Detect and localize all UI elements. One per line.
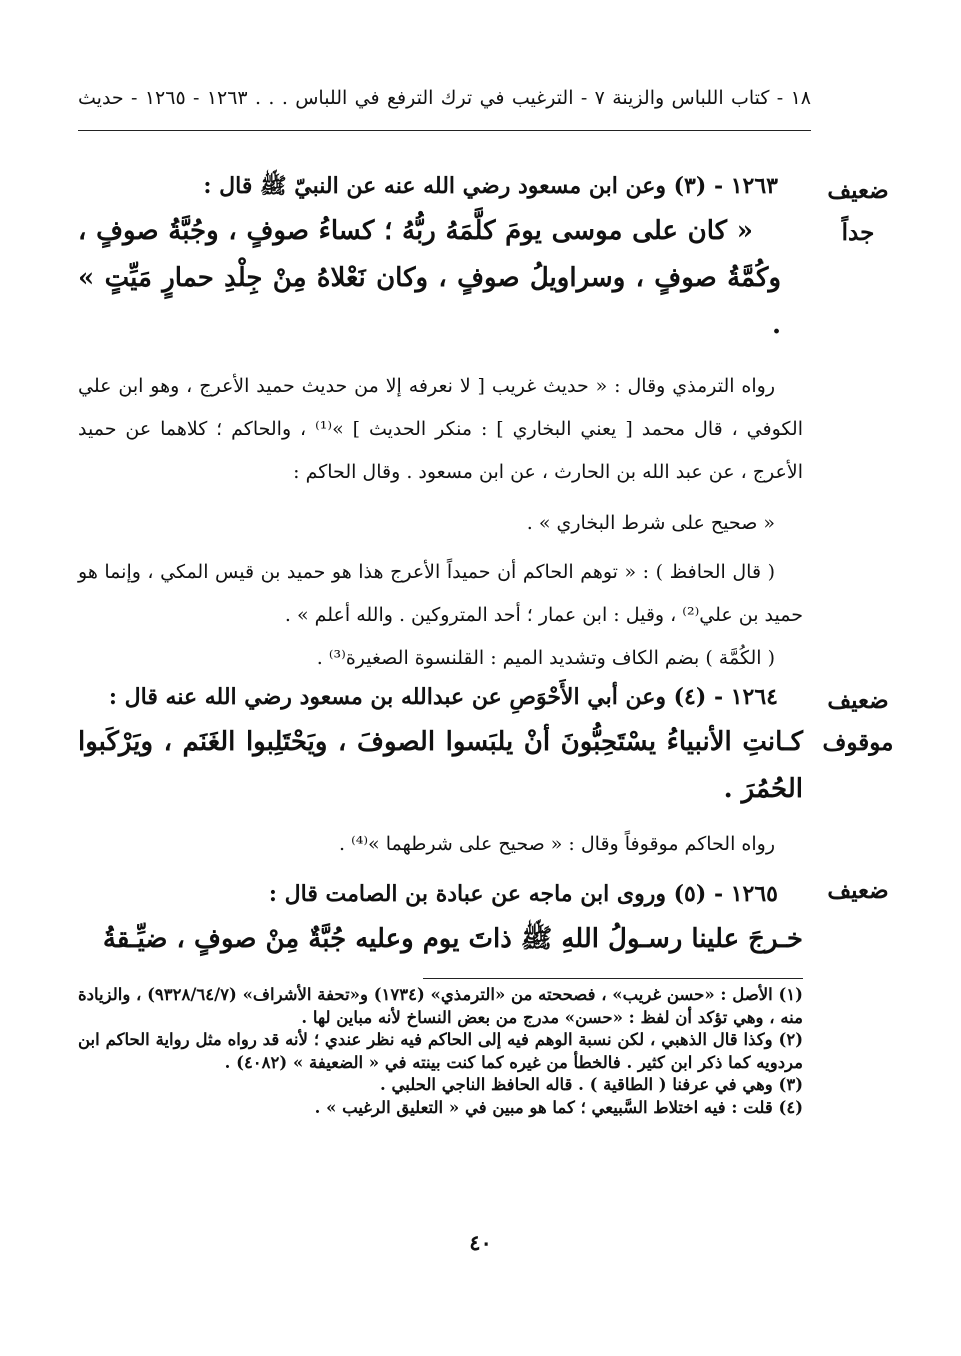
hadith-matn: كـانتِ الأنبياءُ يسْتَحِبُّونَ أنْ يلبَسوا الصوفَ ، ويَحْتَلِبوا الغَنَم ، ويَرْكَبوا الحُمُرَ .	[78, 727, 803, 804]
hafiz-comment: ( قال الحافظ ) : « توهم الحاكم أن حميداً الأعرج هذا هو حميد بن قيس المكي ، وإنما هو حميد بن علي⁽²⁾ ، وقيل : ابن عمار ؛ أحد المتروكين . والله أعلم » .	[78, 561, 803, 626]
hadith-heading: ١٢٦٤ - (٤) وعن أبي الأَحْوَصِ عن عبدالله بن مسعود رضي الله عنه قال :	[108, 684, 778, 710]
footnote-4: (٤) قلت : فيه اختلاط السَّبيعي ؛ كما هو مبين في « التعليق الرغيب » .	[314, 1097, 803, 1117]
hadith-1264	[78, 675, 803, 866]
grade-label-1264: ضعيف موقوف	[822, 687, 894, 756]
page-number: ٤٠	[469, 1230, 492, 1255]
grade-label-1265: ضعيف	[827, 877, 889, 904]
hadith-heading: ١٢٦٥ - (٥) وروى ابن ماجه عن عبادة بن الصامت قال :	[268, 881, 778, 907]
hadith-heading: ١٢٦٣ - (٣) وعن ابن مسعود رضي الله عنه عن النبيّ ﷺ قال :	[203, 173, 778, 199]
header-divider	[78, 130, 811, 131]
gloss-paragraph: ( الكُمَّة ) بضم الكاف وتشديد الميم : القلنسوة الصغيرة⁽³⁾ .	[316, 647, 775, 669]
footnotes	[78, 984, 803, 1119]
hadith-matn: « كان على موسى يومَ كلَّمَهُ ربُّهُ ؛ كساءُ صوفٍ ، وجُبَّةُ صوفٍ ، وكُمَّةُ صوفٍ ، وسراويلُ صوفٍ ، وكان نَعْلاهُ مِنْ جِلْدِ حمارٍ مَيِّتٍ » .	[78, 216, 781, 340]
footnote-2: (٢) وكذا قال الذهبي ، لكن نسبة الوهم فيه إلى الحاكم فيه نظر عندي ؛ لأنه قد رواه مثل رواية الحاكم ابن مردويه كما ذكر ابن كثير . فالخطأ من غيره كما كنت بينته في « الضعيفة » (٤٠٨٢) .	[78, 1030, 803, 1072]
footnote-divider	[423, 978, 803, 979]
hadith-1263	[78, 164, 803, 680]
footnote-3: (٣) وهي في عرفنا ( الطاقية ) . قاله الحافظ الناجي الحلبي .	[380, 1075, 803, 1094]
footnote-1: (١) الأصل : «حسن غريب» ، فصححته من «الترمذي» (١٧٣٤) و«تحفة الأشراف» (٩٣٢٨/٦٤/٧) ، والزيادة منه ، وهي تؤكد أن لفظ : «حسن» مدرج من بعض النساخ لأنه مباين لها .	[78, 985, 803, 1027]
hadith-matn: خـرجَ علينا رسـولُ اللهِ ﷺ ذاتَ يوم وعليه جُبَّةٌ مِنْ صوفٍ ، ضيِّـقةُ	[102, 924, 803, 954]
takhrij-paragraph: رواه الحاكم موقوفاً وقال : « صحيح على شرطهما »⁽⁴⁾ .	[339, 833, 775, 855]
hadith-1265	[78, 872, 803, 963]
hakim-quote: « صحيح على شرط البخاري » .	[526, 512, 775, 534]
running-header: ١٨ - كتاب اللباس والزينة ٧ - الترغيب في ترك الترفع في اللباس . . . ١٢٦٣ - ١٢٦٥ - حديث	[78, 87, 811, 109]
grade-label-1263: ضعيف جداً	[827, 177, 889, 246]
takhrij-paragraph: رواه الترمذي وقال : « حديث غريب [ لا نعرفه إلا من حديث حميد الأعرج ، وهو ابن علي الكوفي ، قال محمد [ يعني البخاري ] : منكر الحديث ] »⁽¹⁾ ، والحاكم ؛ كلاهما عن حميد الأعرج ، عن عبد الله بن الحارث ، عن ابن مسعود . وقال الحاكم :	[78, 375, 803, 483]
